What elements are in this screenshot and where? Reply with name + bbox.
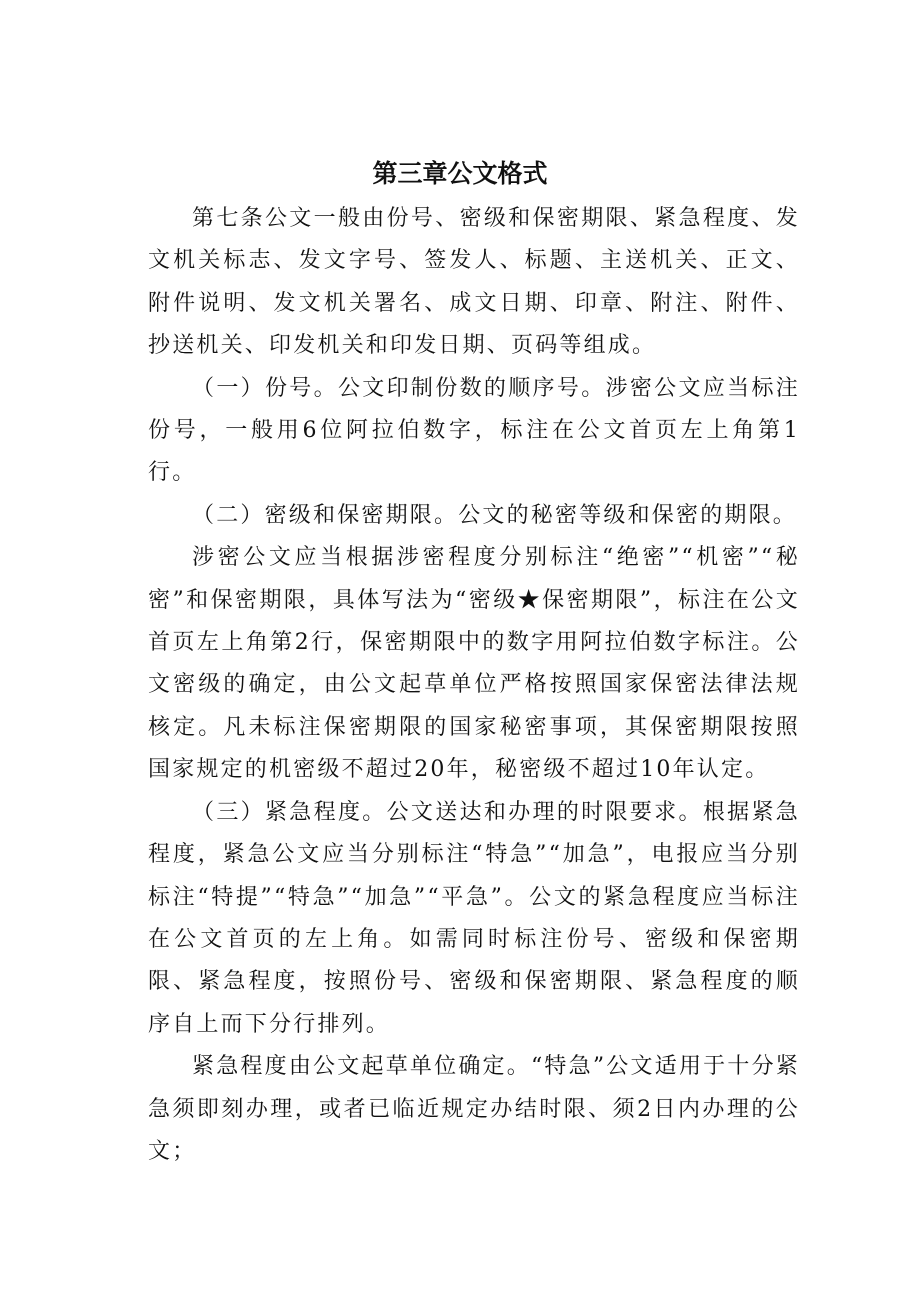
- paragraph-article-7: 第七条公文一般由份号、密级和保密期限、紧急程度、发文机关标志、发文字号、签发人、标题、主送机关、正文、附件说明、发文机关署名、成文日期、印章、附注、附件、抄送机关、印发机关和印发日期、页码等组成。: [148, 206, 800, 359]
- paragraph-secrecy-level: （二）密级和保密期限。公文的秘密等级和保密的期限。: [192, 502, 798, 528]
- paragraph-urgency-determination: 紧急程度由公文起草单位确定。“特急”公文适用于十分紧急须即刻办理，或者已临近规定办结时限、须2日内办理的公文；: [148, 1054, 800, 1164]
- paragraph-secrecy-details: 涉密公文应当根据涉密程度分别标注“绝密”“机密”“秘密”和保密期限，具体写法为“密级★保密期限”，标注在公文首页左上角第2行，保密期限中的数字用阿拉伯数字标注。公文密级的确定，由公文起草单位严格按照国家保密法律法规核定。凡未标注保密期限的国家秘密事项，其保密期限按照国家规定的机密级不超过20年，秘密级不超过10年认定。: [148, 545, 800, 783]
- paragraph-copy-number: （一）份号。公文印制份数的顺序号。涉密公文应当标注份号，一般用6位阿拉伯数字，标注在公文首页左上角第1行。: [148, 375, 800, 486]
- chapter-title: 第三章公文格式: [372, 159, 548, 188]
- document-body: [148, 198, 800, 1173]
- paragraph-urgency-level: （三）紧急程度。公文送达和办理的时限要求。根据紧急程度，紧急公文应当分别标注“特急”“加急”，电报应当分别标注“特提”“特急”“加急”“平急”。公文的紧急程度应当标注在公文首页的左上角。如需同时标注份号、密级和保密期限、紧急程度，按照份号、密级和保密期限、紧急程度的顺序自上而下分行排列。: [148, 799, 800, 1037]
